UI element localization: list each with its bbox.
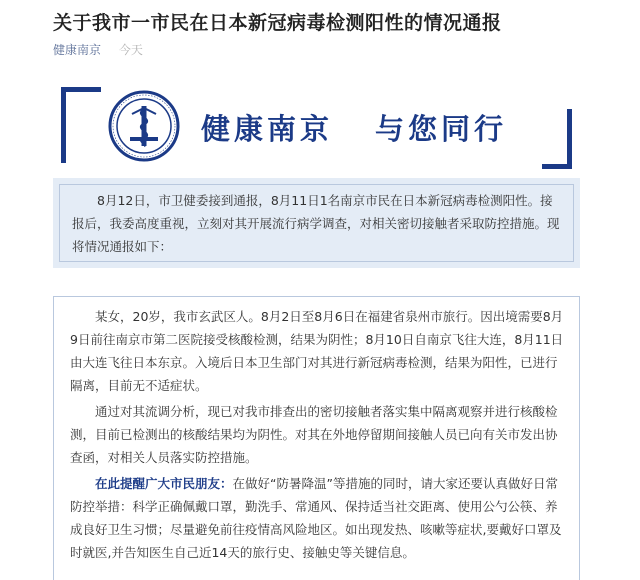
reminder-text: 在做好“防暑降温”等措施的同时，请大家还要认真做好日常防控举措：科学正确佩戴口罩，勤洗手、常通风、保持适当社交距离、使用公勺公筷、养成良好卫生习惯；尽量避免前往疫情高风险地区。如出现发热、咳嗽等症状,要戴好口罩及时就医,并告知医生自己近14天的旅行史、接触史等关键信息。 (70, 476, 562, 560)
intro-paragraph: 8月12日，市卫健委接到通报，8月11日1名南京市民在日本新冠病毒检测阳性。接报后，我委高度重视，立刻对其开展流行病学调查，对相关密切接触者采取防控措施。现将情况通报如下： (72, 193, 560, 254)
banner-slogan-main: 健康南京 (201, 112, 334, 146)
intro-box (53, 178, 580, 268)
reminder-highlight: 在此提醒广大市民朋友： (95, 476, 233, 491)
article-meta (53, 41, 143, 58)
case-paragraph: 某女，20岁，我市玄武区人。8月2日至8月6日在福建省泉州市旅行。因出境需要8月9日前往南京市第二医院接受核酸检测，结果为阴性；8月10日自南京飞往大连，8月11日由大连飞往日本东京。入境后日本卫生部门对其进行新冠病毒检测，结果为阳性，已进行隔离，目前无不适症状。 (70, 309, 564, 393)
health-commission-emblem-icon (108, 90, 180, 162)
header-banner-image (53, 73, 580, 175)
publish-date: 今天 (118, 43, 143, 57)
case-details-box (53, 296, 580, 580)
article-title: 关于我市一市民在日本新冠病毒检测阳性的情况通报 (53, 12, 502, 34)
contact-tracing-paragraph: 通过对其流调分析，现已对我市排查出的密切接触者落实集中隔离观察并进行核酸检测，目前已检测出的核酸结果均为阴性。对其在外地停留期间接触人员已向有关市发出协查函，对相关人员落实防控措施。 (70, 404, 558, 465)
banner-frame-right (542, 109, 572, 169)
reminder-paragraph (70, 472, 565, 564)
banner-slogan-sub: 与您同行 (375, 112, 508, 146)
author-link[interactable]: 健康南京 (53, 43, 102, 57)
intro-box-border (59, 184, 574, 262)
banner-frame-left (61, 87, 101, 163)
